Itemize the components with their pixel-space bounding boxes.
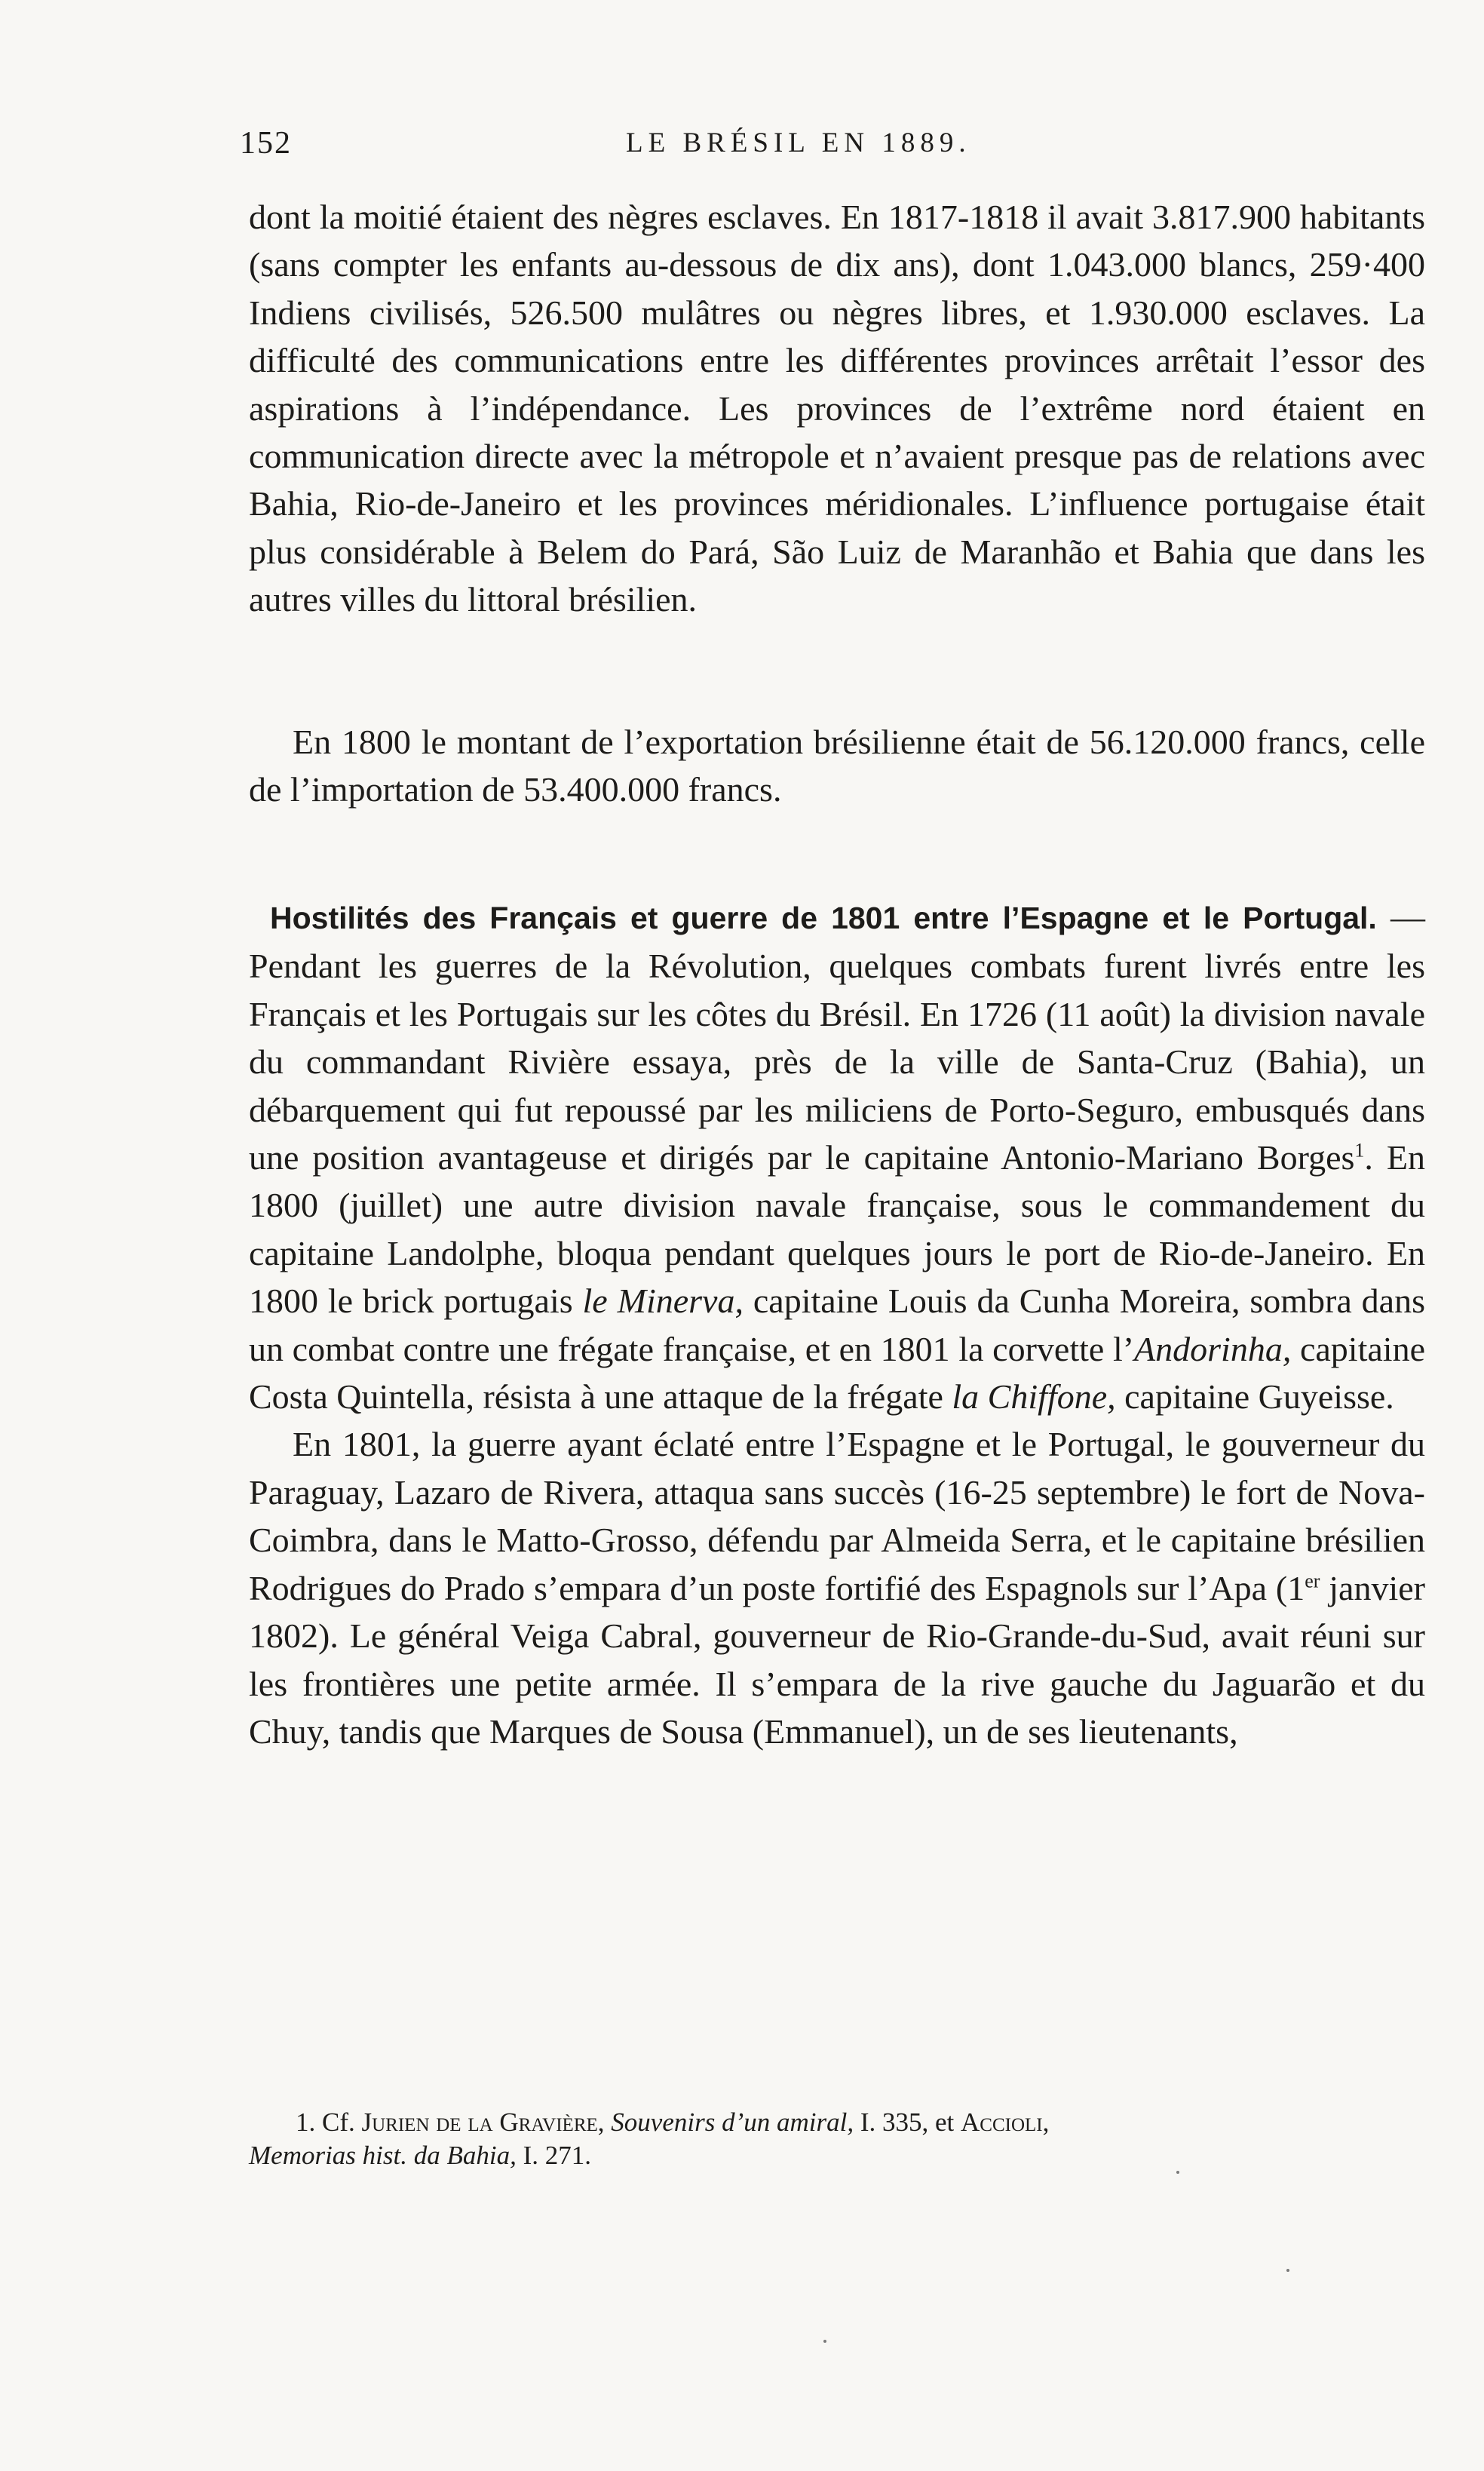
paragraph-text: capitaine Guyeisse. <box>1115 1377 1394 1417</box>
paragraph-text: . En 1800 (juillet) une autre division navale française, sous le commandement du capitaine Landolphe, bloqua pendant quelques jours le port de Rio-de-Janeiro. En 1800 le brick portugais <box>249 1138 1425 1321</box>
footnote-1-continued <box>249 2139 1425 2172</box>
footnotes <box>249 2106 1425 2172</box>
ship-name: Andorinha, <box>1134 1329 1292 1368</box>
section-hostilites <box>249 893 1425 1755</box>
body-paragraph-2 <box>249 718 1425 814</box>
section-paragraph-2 <box>249 1420 1425 1755</box>
ship-name: la Chiffone, <box>952 1377 1116 1417</box>
print-speck <box>1286 2269 1289 2272</box>
paragraph-text: capitaine Costa Quintella, résista à une attaque de la frégate <box>249 1329 1425 1417</box>
section-paragraph-1 <box>249 893 1425 1420</box>
footnote-1 <box>249 2106 1425 2139</box>
running-title: LE BRÉSIL EN 1889. <box>626 127 971 158</box>
ordinal-superscript: er <box>1305 1570 1320 1592</box>
footnote-author: Accioli, <box>961 2107 1050 2137</box>
footnote-reference: 1 <box>1354 1139 1365 1162</box>
footnote-text: I. 271. <box>516 2141 592 2170</box>
paragraph-text: janvier 1802). Le général Veiga Cabral, gouverneur de Rio-Grande-du-Sud, avait réuni sur les frontières une petite armée. Il s’empara de la rive gauche du Jaguarão et du Chuy, tandis que Marques de Sousa (Emmanuel), un de ses lieutenants, <box>249 1568 1425 1751</box>
print-speck <box>1176 2171 1179 2174</box>
paragraph-text: En 1800 le montant de l’exportation brésilienne était de 56.120.000 francs, celle de l’importation de 53.400.000 francs. <box>249 723 1425 809</box>
footnote-title: Souvenirs d’un amiral, <box>611 2107 854 2137</box>
footnote-text: I. 335, et <box>854 2107 961 2137</box>
print-speck <box>823 2340 826 2343</box>
paragraph-text: capitaine Louis da Cunha Moreira, sombra dans un combat contre une frégate française, et en 1801 la corvette l’ <box>249 1282 1425 1368</box>
footnote-marker: 1. Cf. <box>296 2107 362 2137</box>
paragraph-text: — Pendant les guerres de la Révolution, quelques combats furent livrés entre les Français et les Portugais sur les côtes du Brésil. En 1726 (11 août) la division navale du commandant Rivière essaya, près de la ville de Santa-Cruz (Bahia), un débarquement qui fut repoussé par les miliciens de Porto-Seguro, embusqués dans une position avantageuse et dirigés par le capitaine Antonio-Mariano Borges <box>249 898 1425 1177</box>
footnote-title: Memorias hist. da Bahia, <box>249 2141 517 2170</box>
section-heading: Hostilités des Français et guerre de 1801 entre l’Espagne et le Portugal. <box>270 901 1377 935</box>
ship-name: le Minerva, <box>582 1282 744 1321</box>
body-paragraph-1 <box>249 193 1425 624</box>
running-head <box>0 125 1484 167</box>
page-number: 152 <box>240 126 292 161</box>
footnote-author: Jurien de la Gravière, <box>361 2107 605 2137</box>
paragraph-text: En 1801, la guerre ayant éclaté entre l’Espagne et le Portugal, le gouverneur du Paraguay, Lazaro de Rivera, attaqua sans succès (16-25 septembre) le fort de Nova-Coimbra, dans le Matto-Grosso, défendu par Almeida Serra, et le capitaine brésilien Rodrigues do Prado s’empara d’un poste fortifié des Espagnols sur l’Apa (1 <box>249 1425 1425 1607</box>
paragraph-text: dont la moitié étaient des nègres esclaves. En 1817-1818 il avait 3.817.900 habitants (sans compter les enfants au-dessous de dix ans), dont 1.043.000 blancs, 259·400 Indiens civilisés, 526.500 mulâtres ou nègres libres, et 1.930.000 esclaves. La difficulté des communications entre les différentes provinces arrêtait l’essor des aspirations à l’indépendance. Les provinces de l’extrême nord étaient en communication directe avec la métropole et n’avaient presque pas de relations avec Bahia, Rio-de-Janeiro et les provinces méridionales. L’influence portugaise était plus considérable à Belem do Pará, São Luiz de Maranhão et Bahia que dans les autres villes du littoral brésilien. <box>249 198 1425 619</box>
